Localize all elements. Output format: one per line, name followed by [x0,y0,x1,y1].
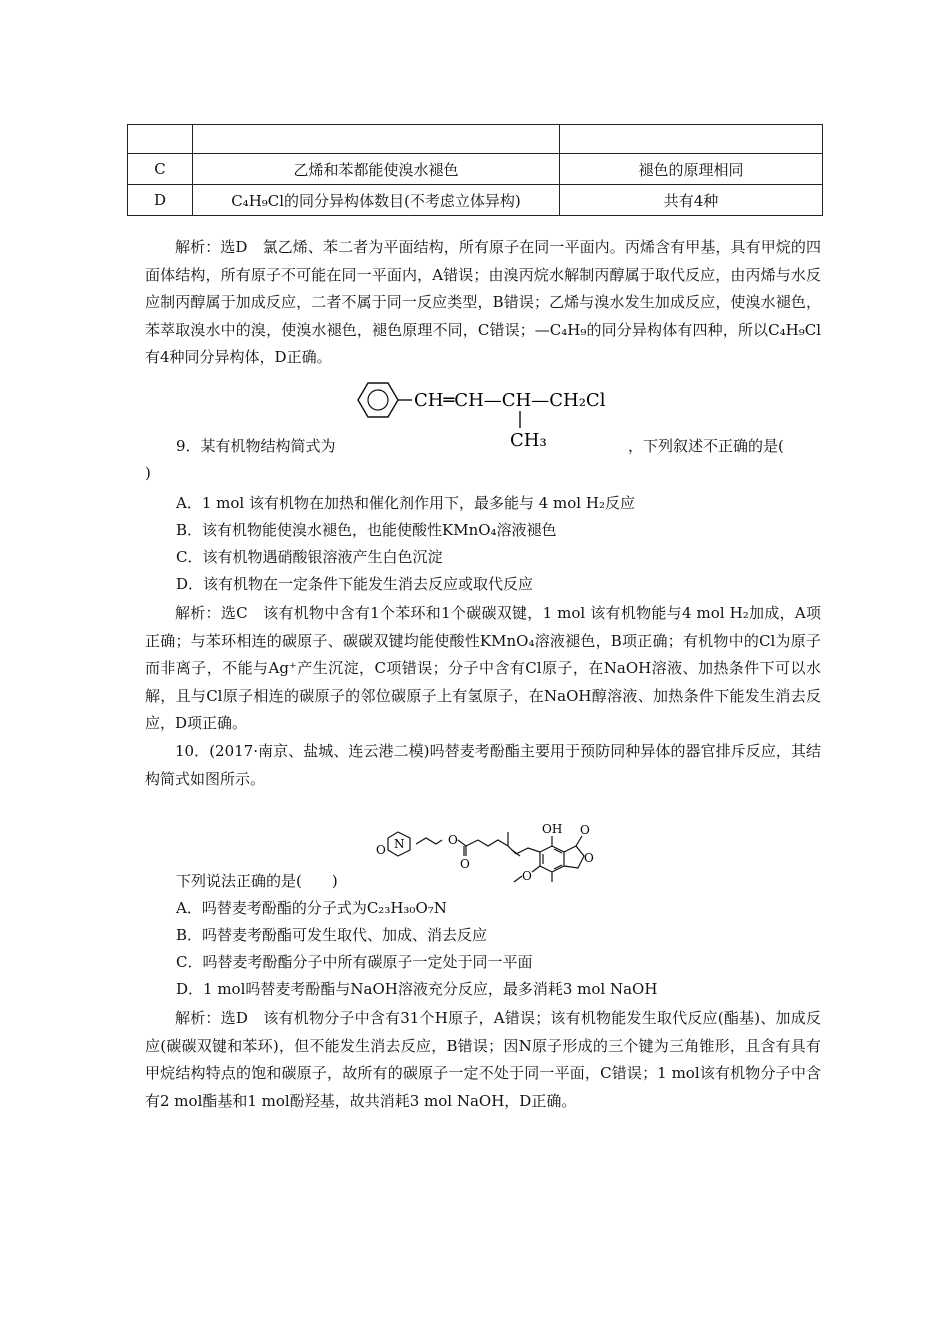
option-conclusion-cell: 共有4种 [560,185,823,216]
q9-option-d: D．该有机物在一定条件下能发生消去反应或取代反应 [176,575,534,593]
q10-option-b: B．吗替麦考酚酯可发生取代、加成、消去反应 [176,926,488,944]
q9-option-c: C．该有机物遇硝酸银溶液产生白色沉淀 [176,548,443,566]
q9-analysis: 解析：选C 该有机物中含有1个苯环和1个碳碳双键，1 mol 该有机物能与4 mol H₂加成，A项正确；与苯环相连的碳原子、碳碳双键均能使酸性KMnO₄溶液褪色，B项正确；有机物中的Cl为原子而非离子，不能与Ag⁺产生沉淀，C项错误；分子中含有Cl原子，在NaOH溶液、加热条件下可以水解，且与Cl原子相连的碳原子的邻位碳原子上有氢原子，在NaOH醇溶液、加热条件下能发生消去反应，D项正确。 [145,604,821,732]
option-letter-cell: C [128,154,193,185]
skeleton-bonds [388,832,584,882]
q10-option-c: C．吗替麦考酚酯分子中所有碳原子一定处于同一平面 [176,953,533,971]
atom-label-oh: OH [542,822,563,836]
atom-label-o-ring: O [376,843,386,857]
structure-chain: CH═CH—CH—CH₂Cl [414,390,606,411]
q10-option-a: A．吗替麦考酚酯的分子式为C₂₃H₃₀O₇N [176,899,447,917]
q10-option-d: D．1 mol吗替麦考酚酯与NaOH溶液充分反应，最多消耗3 mol NaOH [176,980,658,998]
atom-label-n: N [394,837,405,851]
q9-stem-prefix: 9．某有机物结构简式为 [176,437,336,455]
options-table [127,124,823,216]
atom-label-o-lactone-ring: O [584,851,594,865]
option-letter-cell: D [128,185,193,216]
q10-analysis: 解析：选D 该有机物分子中含有31个H原子，A错误；该有机物能发生取代反应(酯基)、加成反应(碳碳双键和苯环)，但不能发生消去反应，B错误；因N原子形成的三个键为三角锥形，且含有具有甲烷结构特点的饱和碳原子，故所有的碳原子一定不处于同一平面，C错误；1 mol该有机物分子中含有2 mol酯基和1 mol酚羟基，故共消耗3 mol NaOH，D正确。 [145,1009,821,1110]
q9-option-a: A．1 mol 该有机物在加热和催化剂作用下，最多能与 4 mol H₂反应 [176,494,635,512]
option-item-cell [193,125,560,154]
option-conclusion-cell: 褪色的原理相同 [560,154,823,185]
q10-stem: 10．(2017·南京、盐城、连云港二模)吗替麦考酚酯主要用于预防同种异体的器官排斥反应，其结构简式如图所示。 [145,742,821,788]
option-item-cell: C₄H₉Cl的同分异构体数目(不考虑立体异构) [193,185,560,216]
table-row [128,125,823,154]
q9-stem-suffix: ，下列叙述不正确的是( [628,437,784,455]
q10-prompt: 下列说法正确的是( ) [176,872,338,890]
atom-label-o-ester: O [448,833,458,847]
atom-label-o-methoxy: O [522,869,532,883]
q9-structure-diagram [352,378,642,458]
option-item-cell: 乙烯和苯都能使溴水褪色 [193,154,560,185]
q8-analysis: 解析：选D 氯乙烯、苯二者为平面结构，所有原子在同一平面内。丙烯含有甲基，具有甲烷的四面体结构，所有原子不可能在同一平面内，A错误；由溴丙烷水解制丙醇属于取代反应，由丙烯与水反应制丙醇属于加成反应，二者不属于同一反应类型，B错误；乙烯与溴水发生加成反应，使溴水褪色，苯萃取溴水中的溴，使溴水褪色，褪色原理不同，C错误；—C₄H₉的同分异构体有四种，所以C₄H₉Cl有4种同分异构体，D正确。 [145,238,821,366]
q9-option-b: B．该有机物能使溴水褪色，也能使酸性KMnO₄溶液褪色 [176,521,557,539]
atom-label-o-lactone: O [580,823,590,837]
table-row [128,154,823,185]
option-letter-cell [128,125,193,154]
option-conclusion-cell [560,125,823,154]
q9-stem-close: ) [145,464,151,482]
table-row [128,185,823,216]
structure-branch: CH₃ [510,430,547,451]
atom-label-o-carbonyl: O [460,857,470,871]
benzene-ring-icon [358,383,398,417]
